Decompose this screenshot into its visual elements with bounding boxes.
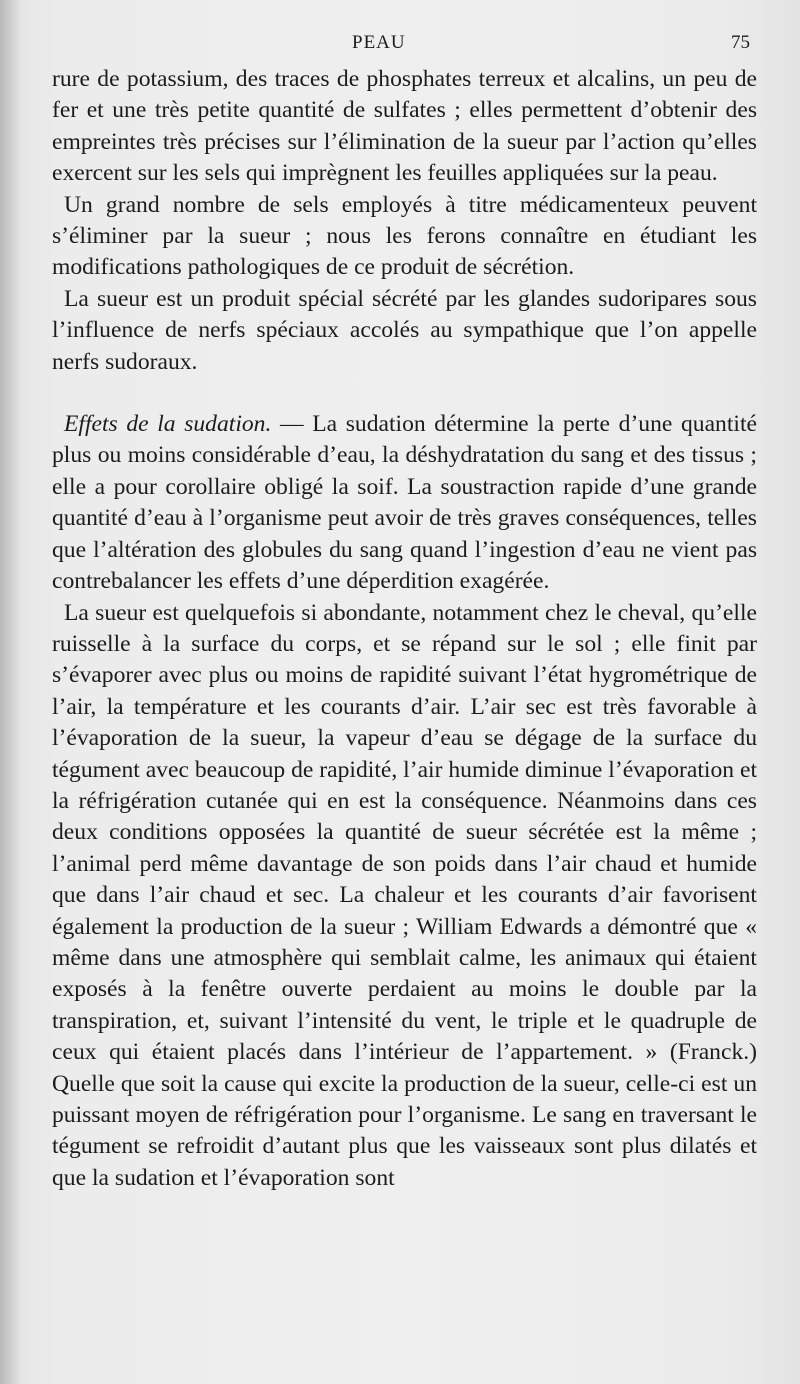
paragraph-effects [52,409,757,597]
section-heading: Effets de la sudation. [64,411,272,438]
page-header [0,32,800,60]
body-text [52,64,757,1194]
paragraph-sweat-glands: La sueur est un produit spécial sécrété par les glandes sudoripares sous l’influence de nerfs spéciaux accolés au sympathique que l’on appelle nerfs sudoraux. [52,285,757,375]
paragraph-abundance: La sueur est quelquefois si abondante, notamment chez le cheval, qu’elle ruisselle à la surface du corps, et se répand sur le sol ; elle finit par s’évaporer avec plus ou moins de rapidité suivant l’état hygrométrique de l’air, la température et les courants d’air. L’air sec est très favorable à l’évaporation de la sueur, la vapeur d’eau se dégage de la surface du tégument avec beaucoup de rapidité, l’air humide diminue l’évaporation et la réfrigération cutanée qui en est la conséquence. Néanmoins dans ces deux conditions opposées la quantité de sueur sécrétée est la même ; l’animal perd même davantage de son poids dans l’air chaud et humide que dans l’air chaud et sec. La chaleur et les courants d’air favorisent également la production de la sueur ; William Edwards a démontré que « même dans une atmosphère qui semblait calme, les animaux qui étaient exposés à la fenêtre ouverte perdaient au moins le double par la transpiration, et, suivant l’intensité du vent, le triple et le quadruple de ceux qui étaient placés dans l’intérieur de l’appartement. » (Franck.) Quelle que soit la cause qui excite la production de la sueur, celle-ci est un puissant moyen de réfrigération pour l’organisme. Le sang en traversant le tégument se refroidit d’autant plus que les vaisseaux sont plus dilatés et que la sudation et l’évaporation sont [52,599,757,1191]
running-title: PEAU [352,32,406,53]
section-first-text: — La sudation détermine la perte d’une quantité plus ou moins considérable d’eau, la déshydratation du sang et des tissus ; elle a pour corollaire obligé la soif. La soustraction rapide d’une grande quantité d’eau à l’organisme peut avoir de très graves conséquences, telles que l’altération des globules du sang quand l’ingestion d’eau ne vient pas contrebalancer les effets d’une déperdition exagérée. [52,411,757,595]
paragraph-continuation: rure de potassium, des traces de phosphates terreux et alcalins, un peu de fer et une très petite quantité de sulfates ; elles permettent d’obtenir des empreintes très précises sur l’élimination de la sueur par l’action qu’elles exercent sur les sels qui imprègnent les feuilles appliquées sur la peau. [52,66,757,187]
page-number: 75 [731,32,750,53]
paragraph-salts: Un grand nombre de sels employés à titre médicamenteux peuvent s’éliminer par la sueur ; nous les ferons connaître en étudiant les modifications pathologiques de ce produit de sécrétion. [52,191,757,281]
